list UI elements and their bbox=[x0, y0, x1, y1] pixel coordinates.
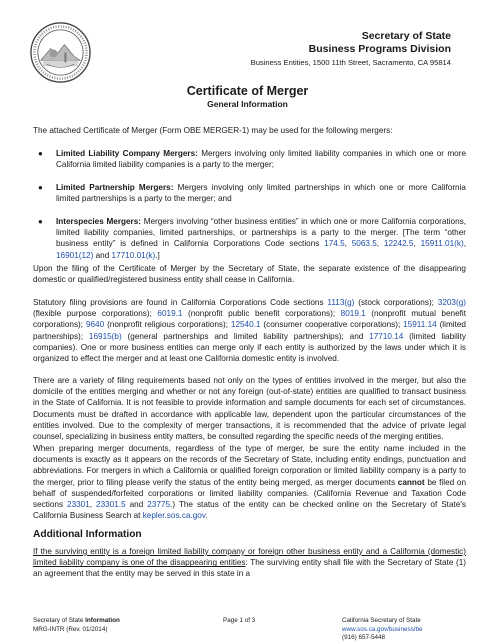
code-link-6019-1[interactable]: 6019.1 bbox=[157, 309, 183, 319]
code-link-17710-01k[interactable]: 17710.01(k) bbox=[111, 250, 156, 260]
bullet-text: Mergers involving only limited liability companies in which one or more California limited liability companies is a party to the merger; bbox=[56, 149, 466, 170]
separator: , bbox=[344, 239, 352, 249]
bullet-dot-icon: ● bbox=[38, 217, 43, 226]
separator: and bbox=[93, 250, 112, 260]
code-link-23775[interactable]: 23775 bbox=[147, 500, 171, 510]
code-link-12242-5[interactable]: 12242.5 bbox=[383, 239, 414, 249]
preparing-paragraph bbox=[33, 443, 466, 521]
additional-info-heading: Additional Information bbox=[33, 529, 142, 540]
footer-text: California Secretary of State bbox=[342, 617, 421, 624]
text: be filed on behalf of suspended/forfeited corporations or limited liability companies. (California Revenue and Taxation Code sections bbox=[33, 477, 466, 510]
state-seal-icon bbox=[29, 21, 92, 84]
text: (stock corporations); bbox=[354, 298, 438, 307]
code-link-15911-14[interactable]: 15911.14 bbox=[403, 320, 437, 330]
code-link-174-5[interactable]: 174.5 bbox=[324, 239, 345, 249]
code-link-16901-12[interactable]: 16901(12) bbox=[56, 250, 94, 260]
intro-paragraph: The attached Certificate of Merger (Form OBE MERGER-1) may be used for the following mergers: bbox=[33, 126, 393, 135]
separator: and bbox=[125, 500, 148, 510]
emphasis: cannot bbox=[397, 477, 425, 487]
header-address: Business Entities, 1500 11th Street, Sacramento, CA 95814 bbox=[250, 58, 451, 67]
separator: , bbox=[376, 239, 384, 249]
bullet-term: Limited Partnership Mergers: bbox=[56, 183, 174, 192]
text: (flexible purpose corporations); bbox=[33, 309, 158, 319]
code-link-12540-1[interactable]: 12540.1 bbox=[230, 320, 261, 330]
code-link-23301[interactable]: 23301 bbox=[67, 500, 90, 510]
form-revision: MRG-INTR (Rev. 01/2014) bbox=[33, 625, 108, 633]
sos-website-link[interactable]: www.sos.ca.gov/business/be bbox=[342, 625, 423, 633]
text: (limited partnerships); bbox=[33, 320, 466, 341]
header-line-2: Business Programs Division bbox=[308, 43, 451, 55]
text: When preparing merger documents, regardless of the type of merger, be sure the entity name included in the documents is exactly as it appears on the records of the Secretary of State, including entity endings, punctuation and abbreviations. For mergers in which a California or qualified foreign corporation or limited liability company is a party to the merger, prior to filing please verify the status of the entity being merged, as merger documents bbox=[33, 444, 466, 487]
page-title: Certificate of Merger bbox=[186, 84, 309, 98]
footer-text: Secretary of State bbox=[33, 617, 86, 624]
page-number: Page 1 of 3 bbox=[223, 617, 256, 624]
bullet-text: Mergers involving “other business entities” in which one or more California corporations, limited liability companies, limited partnerships, or partnerships is a party to the merger. [The term “other business entity” is defined in California Corporations Code sections bbox=[56, 217, 466, 249]
footer-right bbox=[342, 617, 423, 643]
code-link-1113g[interactable]: 1113(g) bbox=[327, 298, 355, 307]
bullet-llc-mergers bbox=[56, 148, 466, 170]
code-link-17710-14[interactable]: 17710.14 bbox=[369, 331, 404, 341]
text: (nonprofit mutual benefit corporations); bbox=[33, 309, 466, 330]
kepler-link[interactable]: kepler.sos.ca.gov bbox=[142, 511, 206, 521]
footer-left bbox=[33, 617, 120, 634]
bullet-term: Interspecies Mergers: bbox=[56, 217, 142, 226]
text: (nonprofit religious corporations); bbox=[104, 320, 231, 330]
code-link-8019-1[interactable]: 8019.1 bbox=[340, 309, 366, 319]
additional-paragraph bbox=[33, 546, 466, 580]
text: Statutory filing provisions are found in California Corporations Code sections bbox=[33, 298, 328, 307]
text: (limited liability companies). One or more business entities can merge only if each entity is authorized by the laws under which it is organized to effect the merger and at least one California domestic entity is involved. bbox=[33, 331, 466, 364]
variety-paragraph: There are a variety of filing requirements based not only on the types of entities involved in the merger, but also the domicile of the entities merging and whether or not any foreign (out-of-state) entities are qualified to transact business in the State of California. It is not feasible to provide information and sample documents for each set of circumstances. Documents must be drafted in accordance with applicable law, dependent upon the particular circumstances of the entities involved. Due to the complexity of merger transactions, it is recommended that the advice of private legal counsel, specializing in business entity matters, be consulted regarding the specific needs of the merging entities. bbox=[33, 376, 466, 442]
underlined-text: If the surviving entity is a foreign limited liability company or foreign other business entity and a California (domestic) limited liability company is one of the disappearing entities bbox=[33, 547, 466, 568]
code-link-9640[interactable]: 9640 bbox=[85, 320, 105, 330]
text: (consumer cooperative corporations); bbox=[260, 320, 404, 330]
code-link-5063-5[interactable]: 5063.5 bbox=[351, 239, 377, 249]
code-link-3203g[interactable]: 3203(g) bbox=[437, 298, 466, 307]
bullet-text: Mergers involving only limited partnerships in which one or more California limited partnerships is a party to the merger; and bbox=[56, 183, 466, 204]
text: : The surviving entity shall file with the Secretary of State (1) an agreement that the entity may be served in this state in a bbox=[33, 558, 467, 579]
bullet-lp-mergers bbox=[56, 182, 466, 204]
phone-number: (916) 657-5448 bbox=[342, 634, 386, 642]
bullet-dot-icon: ● bbox=[38, 149, 43, 158]
code-link-23301-5[interactable]: 23301.5 bbox=[96, 500, 126, 510]
bullet-term: Limited Liability Company Mergers: bbox=[56, 149, 198, 158]
separator: .] bbox=[155, 250, 160, 260]
upon-filing-paragraph: Upon the filing of the Certificate of Merger by the Secretary of State, the separate existence of the disappearing domestic or qualified/registered business entity shall cease in California. bbox=[33, 264, 466, 285]
header-line-1: Secretary of State bbox=[361, 30, 451, 42]
separator: , bbox=[413, 239, 421, 249]
page-subtitle: General Information bbox=[207, 99, 288, 109]
footer-text-bold: Information bbox=[85, 617, 120, 624]
bullet-dot-icon: ● bbox=[38, 183, 43, 192]
text: . bbox=[205, 511, 208, 521]
text: (nonprofit public benefit corporations); bbox=[182, 309, 341, 319]
code-link-15911-01k[interactable]: 15911.01(k) bbox=[420, 239, 464, 249]
text: (general partnerships and limited liability partnerships); and bbox=[121, 331, 370, 341]
bullet-interspecies-mergers bbox=[56, 216, 466, 261]
separator: , bbox=[89, 500, 97, 510]
separator: , bbox=[463, 239, 466, 249]
statutory-paragraph bbox=[33, 297, 466, 364]
text: .) The status of the entity can be checked online on the Secretary of State's California Business Search at bbox=[33, 500, 466, 521]
code-link-16915b[interactable]: 16915(b) bbox=[88, 331, 122, 341]
